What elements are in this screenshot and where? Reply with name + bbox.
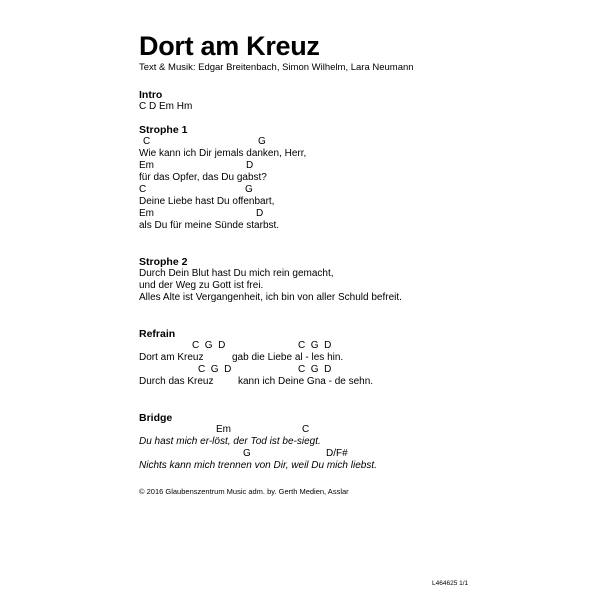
section-heading-intro: Intro bbox=[139, 89, 163, 101]
song-credits: Text & Musik: Edgar Breitenbach, Simon Wilhelm, Lara Neumann bbox=[139, 62, 414, 73]
lyric-line: Alles Alte ist Vergangenheit, ich bin von aller Schuld befreit. bbox=[139, 292, 402, 303]
section-heading-refrain: Refrain bbox=[139, 328, 176, 340]
lyric-line: Deine Liebe hast Du offenbart, bbox=[139, 196, 275, 207]
section-heading-strophe-1: Strophe 1 bbox=[139, 124, 188, 136]
chord: C G D bbox=[192, 340, 226, 351]
lyric-line: Nichts kann mich trennen von Dir, weil Du mich liebst. bbox=[139, 460, 377, 471]
chord: G bbox=[243, 448, 251, 459]
lyric-line: als Du für meine Sünde starbst. bbox=[139, 220, 280, 231]
section-heading-bridge: Bridge bbox=[139, 412, 173, 424]
chord: C bbox=[302, 424, 310, 435]
copyright-notice: © 2016 Glaubenszentrum Music adm. by. Gerth Medien, Asslar bbox=[139, 487, 349, 496]
chord: G bbox=[245, 184, 253, 195]
chord: Em bbox=[216, 424, 231, 435]
chord: D/F# bbox=[326, 448, 348, 459]
page-reference: L464625 1/1 bbox=[432, 580, 469, 587]
song-title: Dort am Kreuz bbox=[139, 31, 320, 61]
intro-chords: C D Em Hm bbox=[139, 101, 193, 112]
lyric-line: und der Weg zu Gott ist frei. bbox=[139, 280, 264, 291]
lyric-line-part: kann ich Deine Gna - de sehn. bbox=[238, 376, 374, 387]
lyric-line: für das Opfer, das Du gabst? bbox=[139, 172, 267, 183]
section-heading-strophe-2: Strophe 2 bbox=[139, 256, 188, 268]
lyric-line-part: Durch das Kreuz bbox=[139, 376, 214, 387]
chord: C G D bbox=[298, 364, 332, 375]
lyric-line: Durch Dein Blut hast Du mich rein gemacht, bbox=[139, 268, 334, 279]
chord: Em bbox=[139, 208, 154, 219]
chord: D bbox=[246, 160, 254, 171]
lyric-line: Wie kann ich Dir jemals danken, Herr, bbox=[139, 148, 307, 159]
lyric-line: Du hast mich er-löst, der Tod ist be-siegt. bbox=[139, 436, 321, 447]
chord: C G D bbox=[198, 364, 232, 375]
chord: C bbox=[139, 184, 147, 195]
chord: C bbox=[143, 136, 151, 147]
chord: G bbox=[258, 136, 266, 147]
chord: Em bbox=[139, 160, 154, 171]
chord: D bbox=[256, 208, 264, 219]
chord: C G D bbox=[298, 340, 332, 351]
lyric-line-part: gab die Liebe al - les hin. bbox=[232, 352, 344, 363]
lyric-line-part: Dort am Kreuz bbox=[139, 352, 204, 363]
